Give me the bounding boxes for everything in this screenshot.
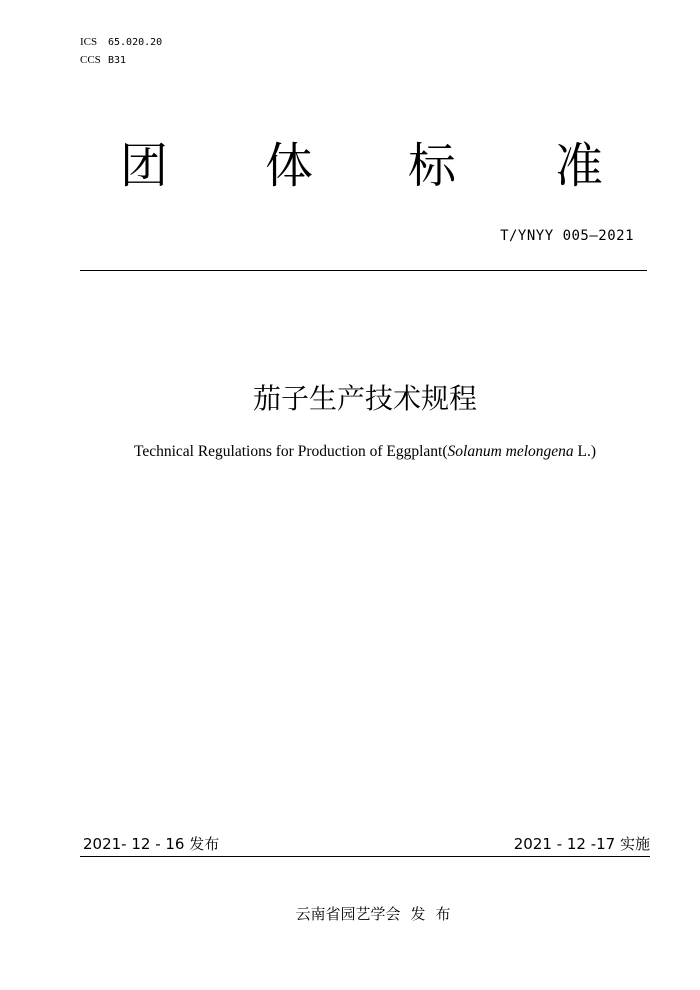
title-en-suffix: L.) (573, 443, 597, 460)
ccs-classification (80, 53, 126, 68)
publisher-action-2: 布 (435, 905, 451, 923)
publisher (0, 903, 700, 925)
title-en-prefix: Technical Regulations for Production of Eggplant( (133, 443, 448, 460)
document-title-en (0, 441, 700, 463)
footer-divider (80, 856, 650, 857)
standard-number: T/YNYY 005—2021 (500, 228, 634, 244)
issue-date: 2021- 12 - 16 发布 (83, 835, 220, 853)
ccs-value: B31 (108, 55, 127, 66)
ics-classification (80, 35, 162, 50)
implementation-date: 2021 - 12 -17 实施 (513, 835, 650, 853)
document-title-cn: 茄子生产技术规程 (252, 382, 477, 415)
standard-type-char-1: 团 (120, 138, 169, 194)
publisher-name: 云南省园艺学会 (295, 905, 401, 923)
title-en-species: Solanum melongena (447, 443, 574, 460)
ccs-label: CCS (80, 54, 101, 66)
ics-value: 65.020.20 (108, 37, 163, 48)
publisher-action-1: 发 (410, 905, 426, 923)
header-divider (80, 270, 647, 271)
standard-type-char-4: 准 (555, 138, 604, 194)
standard-type-char-2: 体 (265, 138, 314, 194)
standard-type-char-3: 标 (408, 138, 457, 194)
ics-label: ICS (80, 36, 98, 48)
